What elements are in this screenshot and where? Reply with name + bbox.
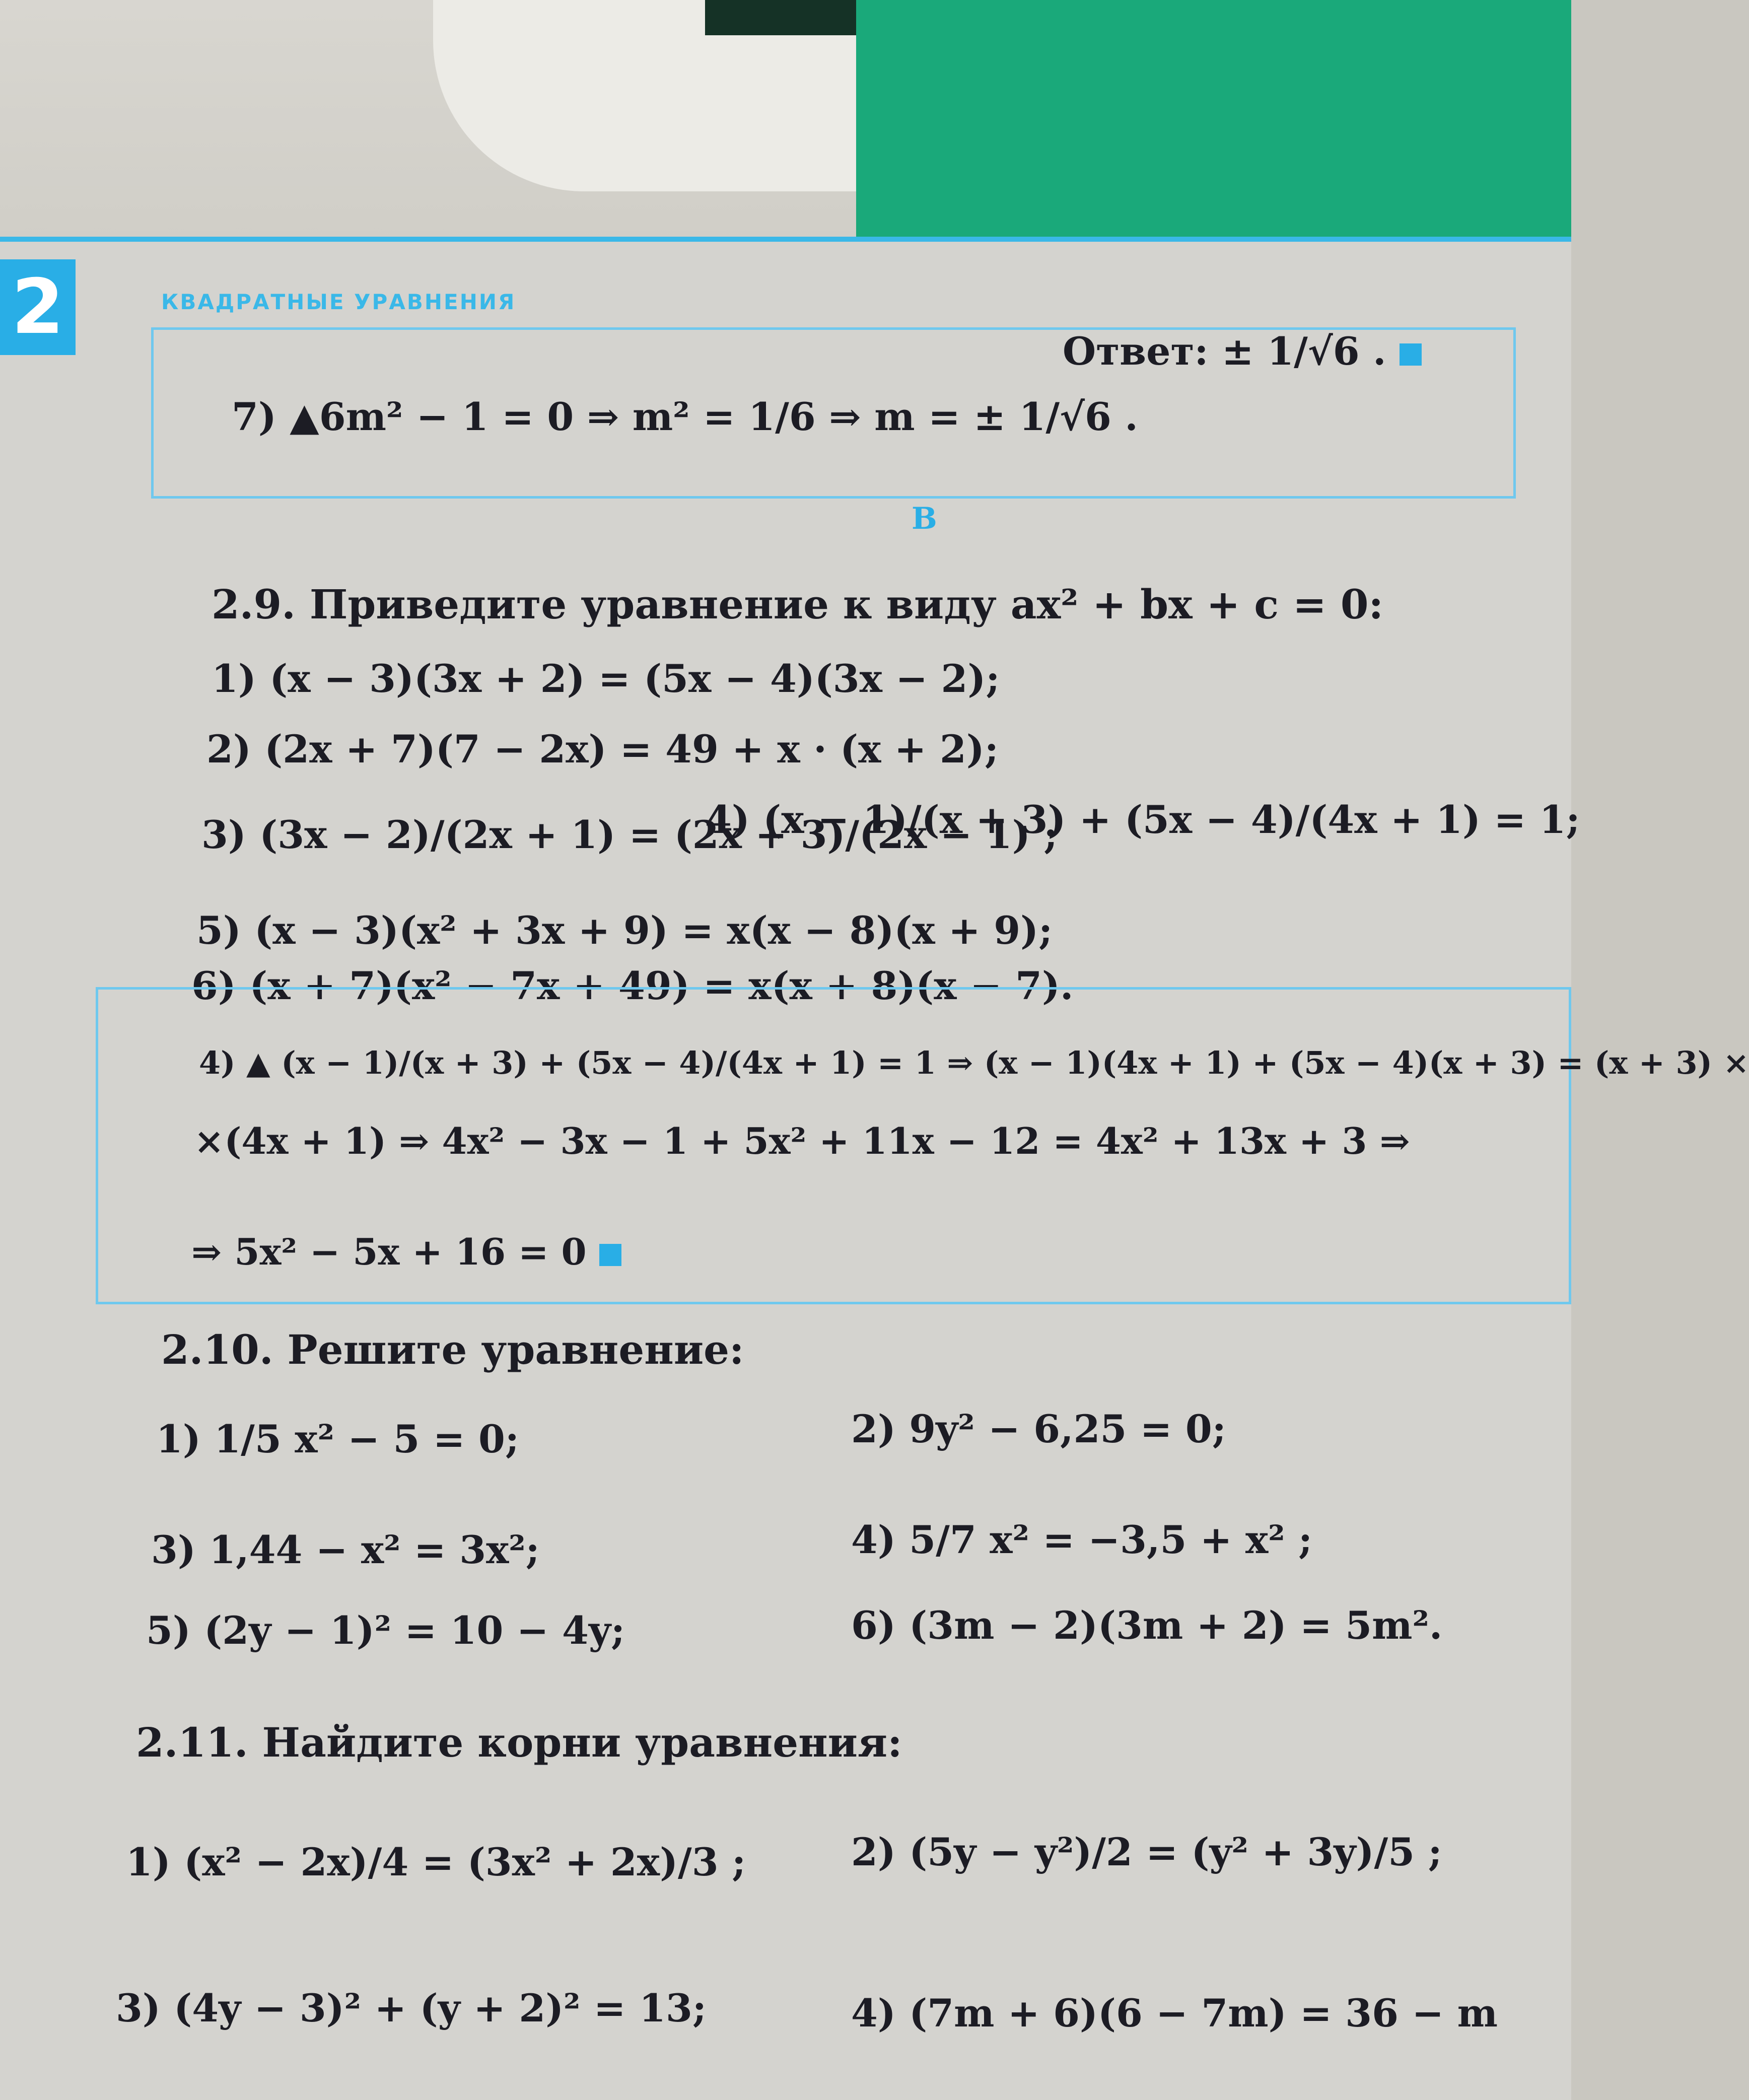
background-object-dark xyxy=(705,0,876,35)
exercise-2-9-title: 2.9. Приведите уравнение к виду ax² + bx + c = 0: xyxy=(212,581,1384,628)
exercise-item: 6) (x + 7)(x² − 7x + 49) = x(x + 8)(x − 7). xyxy=(191,963,1074,1008)
exercise-item: 3) 1,44 − x² = 3x²; xyxy=(151,1527,540,1572)
exercise-item: 2) 9y² − 6,25 = 0; xyxy=(851,1407,1226,1451)
level-letter: В xyxy=(912,501,937,536)
exercise-2-10-title: 2.10. Решите уравнение: xyxy=(161,1326,744,1373)
end-square-icon xyxy=(1400,343,1422,366)
solution-text: 7) ▲6m² − 1 = 0 ⇒ m² = 1/6 ⇒ m = ± 1/√6 . xyxy=(232,394,1138,439)
solution-line xyxy=(232,394,1138,439)
exercise-item: 3) (3x − 2)/(2x + 1) = (2x + 3)/(2x − 1) ; xyxy=(201,812,1058,857)
exercise-item: 1) 1/5 x² − 5 = 0; xyxy=(156,1417,519,1461)
end-square-icon xyxy=(599,1244,621,1266)
solution-line: ⇒ 5x² − 5x + 16 = 0 xyxy=(191,1234,621,1270)
exercise-item: 2) (5y − y²)/2 = (y² + 3y)/5 ; xyxy=(851,1830,1442,1874)
exercise-item: 2) (2x + 7)(7 − 2x) = 49 + x · (x + 2); xyxy=(206,727,999,772)
exercise-item: 3) (4y − 3)² + (y + 2)² = 13; xyxy=(116,1986,707,2031)
solution-line: ×(4x + 1) ⇒ 4x² − 3x − 1 + 5x² + 11x − 12 = 4x² + 13x + 3 ⇒ xyxy=(194,1119,1410,1162)
exercise-item: 4) (x − 1)/(x + 3) + (5x − 4)/(4x + 1) = 1; xyxy=(705,797,1580,842)
background-green-surface xyxy=(856,0,1571,262)
exercise-item: 1) (x² − 2x)/4 = (3x² + 2x)/3 ; xyxy=(126,1840,746,1884)
exercise-item: 4) 5/7 x² = −3,5 + x² ; xyxy=(851,1517,1313,1562)
chapter-number-badge: 2 xyxy=(0,259,76,355)
exercise-item: 5) (x − 3)(x² + 3x + 9) = x(x − 8)(x + 9); xyxy=(196,908,1053,953)
exercise-item: 1) (x − 3)(3x + 2) = (5x − 4)(3x − 2); xyxy=(212,656,1000,701)
answer-text: Ответ: ± 1/√6 . xyxy=(1063,332,1422,371)
exercise-item: 5) (2y − 1)² = 10 − 4y; xyxy=(146,1608,625,1653)
exercise-item: 6) (3m − 2)(3m + 2) = 5m². xyxy=(851,1603,1443,1648)
chapter-title: КВАДРАТНЫЕ УРАВНЕНИЯ xyxy=(161,290,516,314)
solution-line: 4) ▲ (x − 1)/(x + 3) + (5x − 4)/(4x + 1) = 1 ⇒ (x − 1)(4x + 1) + (5x − 4)(x + 3) = (x + 3) × xyxy=(199,1044,1749,1081)
exercise-item: 4) (7m + 6)(6 − 7m) = 36 − m xyxy=(851,1991,1498,2036)
exercise-2-11-title: 2.11. Найдите корни уравнения: xyxy=(136,1719,902,1766)
